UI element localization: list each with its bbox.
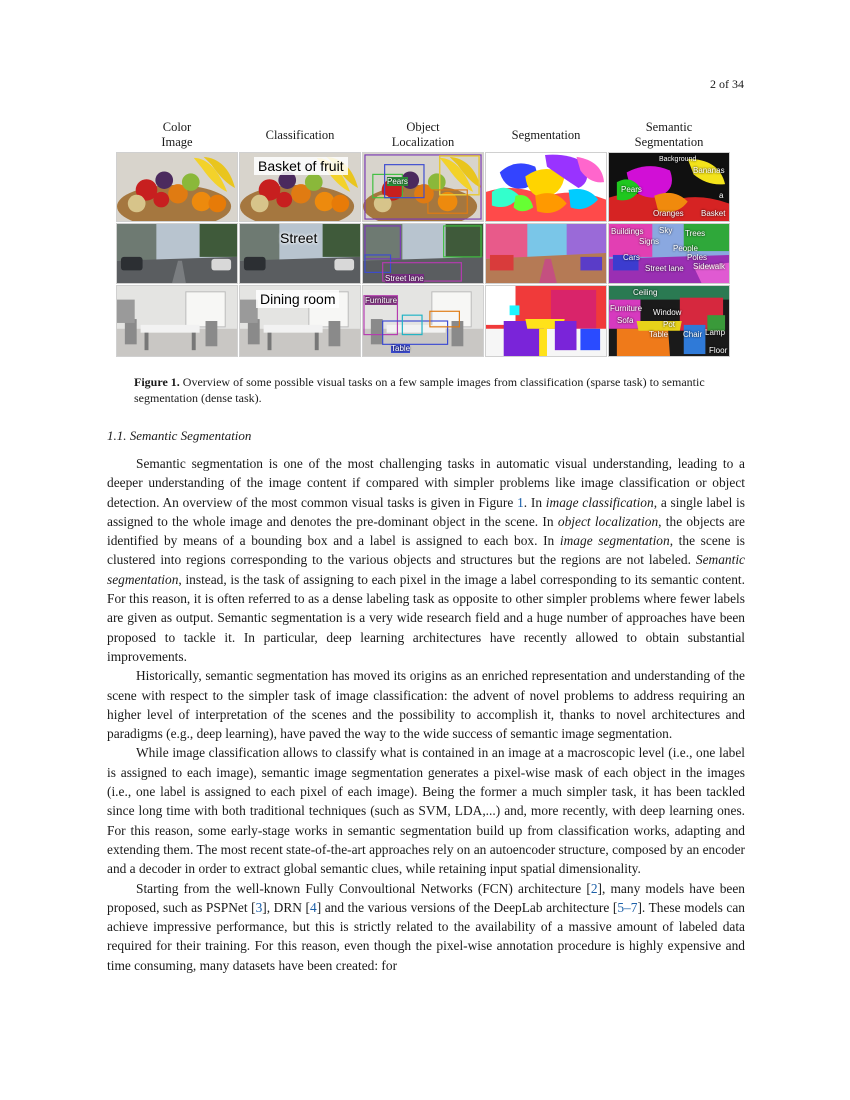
p4-text: ] and the various versions of the DeepLab architecture [: [316, 899, 618, 915]
p4-text: ], DRN [: [262, 899, 310, 915]
p1-text: , the objects are identified by means of a bounding box and a label is assigned to each box. In: [107, 513, 745, 549]
ref-2-link[interactable]: 2: [590, 880, 598, 896]
street-segmentation-image: [485, 223, 607, 284]
sem-tag-basket: Basket: [701, 209, 726, 218]
fruit-segmentation-image: [485, 152, 607, 222]
fruit-classification-image: [239, 152, 361, 222]
figure-1: [116, 120, 732, 355]
sem-tag-bananas: Bananas: [693, 166, 725, 175]
p4-text: ]. These models can achieve impressive performance, but this is strictly related to the availability of a massive amount of labeled data required for their training. For this reason, even though the pixel-wise annotation procedure is highly expensive and time consuming, many datasets have been created: for: [107, 899, 745, 973]
loc-tag-furniture: Furniture: [365, 296, 398, 305]
figure-1-link[interactable]: 1: [517, 494, 524, 510]
dining-color-image: [116, 285, 238, 357]
header-segmentation: Segmentation: [511, 128, 581, 142]
street-color-image: [116, 223, 238, 284]
sem-tag-a: a: [719, 191, 724, 200]
p1-text: , the scene is clustered into regions corresponding to the various objects and structures but the regions are not labeled.: [107, 533, 746, 568]
dining-segmentation-image: [485, 285, 607, 357]
sem-tag-table: Table: [649, 330, 669, 339]
loc-tag-pears: Pears: [387, 177, 408, 186]
p1-text: , instead, is the task of assigning to each pixel in the image a label corresponding to its semantic content. For this reason, it is often referred to as a dense labeling task as opposite to other simpler problems where fewer labels are given as output. Semantic segmentation is a very wide research field and a huge number of approaches have been proposed to tackle it. In particular, deep learning architectures have recently allowed to obtain substantial improvements.: [107, 571, 745, 664]
p4-text: Starting from the well-known Fully Convoultional Networks (FCN) architecture [: [136, 880, 591, 896]
caption-text: Overview of some possible visual tasks on a few sample images from classification (sparse task) to semantic segmentation (dense task).: [134, 375, 705, 405]
sem-tag-window: Window: [653, 308, 682, 317]
sem-tag-trees: Trees: [685, 229, 706, 238]
figure-caption: [134, 374, 734, 406]
sem-tag-furniture: Furniture: [610, 304, 643, 313]
sem-tag-pears: Pears: [621, 185, 642, 194]
sem-tag-pot: Pot: [663, 320, 676, 329]
loc-tag-street-lane: Street lane: [385, 274, 424, 283]
sem-tag-sky: Sky: [659, 226, 673, 235]
sem-tag-floor: Floor: [709, 346, 728, 355]
sem-tag-sidewalk: Sidewalk: [693, 262, 726, 271]
fruit-color-image: [116, 152, 238, 222]
p1-text: , a single label is assigned to the whole image and denotes the pre-dominant object in the scene. In: [107, 494, 745, 529]
sem-tag-buildings: Buildings: [611, 227, 644, 236]
classification-label-street: Street: [280, 230, 318, 246]
section-title: 1.1. Semantic Segmentation: [107, 428, 252, 443]
fruit-semantic-image: [608, 152, 730, 222]
dining-semantic-image: [608, 285, 730, 357]
sem-tag-cars: Cars: [623, 253, 640, 262]
header-object-localization: Object Localization: [391, 120, 455, 149]
street-localization-image: [362, 223, 484, 284]
sem-tag-ceiling: Ceiling: [633, 288, 658, 297]
sem-tag-sofa: Sofa: [617, 316, 634, 325]
figure-column-headers: [116, 120, 732, 152]
term-image-segmentation: image segmentation: [559, 533, 670, 549]
paragraph-4: [107, 879, 745, 975]
classification-label-fruit: Basket of fruit: [254, 157, 348, 175]
page-number: 2 of 34: [710, 77, 744, 91]
street-classification-image: [239, 223, 361, 284]
loc-tag-table: Table: [391, 344, 411, 353]
body-text: [107, 454, 745, 975]
sem-tag-signs: Signs: [639, 237, 660, 246]
sem-tag-chair: Chair: [683, 330, 703, 339]
sem-tag-poles: Poles: [687, 253, 708, 262]
sem-tag-oranges: Oranges: [653, 209, 684, 218]
classification-label-dining: Dining room: [256, 290, 339, 308]
ref-3-link[interactable]: 3: [255, 899, 263, 915]
term-image-classification: image classification: [545, 494, 654, 510]
ref-4-link[interactable]: 4: [310, 899, 317, 915]
sem-tag-lamp: Lamp: [705, 328, 726, 337]
paragraph-2: Historically, semantic segmentation has moved its origins as an enriched representation and understanding of the scene with respect to the simpler task of image classification: the advent of novel problems to address requiring an higher level of interpretation of the scenes and the possibility to accomplish it, thanks to novel architectures and paradigms (e.g., deep learning), have paved the way to the wide success of semantic image segmentation.: [107, 668, 745, 742]
p1-text: Semantic segmentation is one of the most challenging tasks in automatic visual understanding, leading to a deeper understanding of the image content if compared with simpler problems like image classification or object detection. An overview of the most common visual tasks is given in Figure: [107, 456, 745, 510]
fruit-localization-image: [362, 152, 484, 222]
sem-tag-background: Background: [659, 156, 697, 163]
header-semantic-segmentation: Semantic Segmentation: [634, 120, 704, 149]
header-classification: Classification: [265, 128, 335, 142]
paragraph-3: While image classification allows to classify what is contained in an image at a macroscopic level (i.e., one label is assigned to each image), semantic image segmentation generates a pixel-wise mask of each object in the images (i.e., one label is assigned to each pixel of each image). Being the former a much simpler task, it has been tackled since long time with both traditional techniques (such as SVM, LDA,...) and, more recently, with deep learning ones. For this reason, some early-stage works in semantic segmentation build up from classification works, adapting and extending them. The most recent state-of-the-art approaches rely on an autoencoder structure, composed by an encoder and a decoder in order to extract global semantic clues, while retaining input spatial dimensionality.: [107, 745, 745, 877]
ref-5-7-link[interactable]: 5–7: [617, 899, 638, 915]
dining-localization-image: [362, 285, 484, 357]
sem-tag-street-lane: Street lane: [645, 264, 684, 273]
paragraph-1: [107, 454, 745, 666]
street-semantic-image: [608, 223, 730, 284]
term-semantic-segmentation: Semantic segmentation: [107, 552, 745, 587]
caption-label: Figure 1.: [134, 375, 180, 389]
p1-text: . In: [523, 494, 546, 510]
term-object-localization: object localization: [557, 513, 659, 529]
dining-classification-image: [239, 285, 361, 357]
header-color-image: Color Image: [161, 120, 193, 149]
p4-text: ], many models have been proposed, such as PSPNet [: [107, 880, 746, 915]
sem-tag-people: People: [673, 244, 698, 253]
